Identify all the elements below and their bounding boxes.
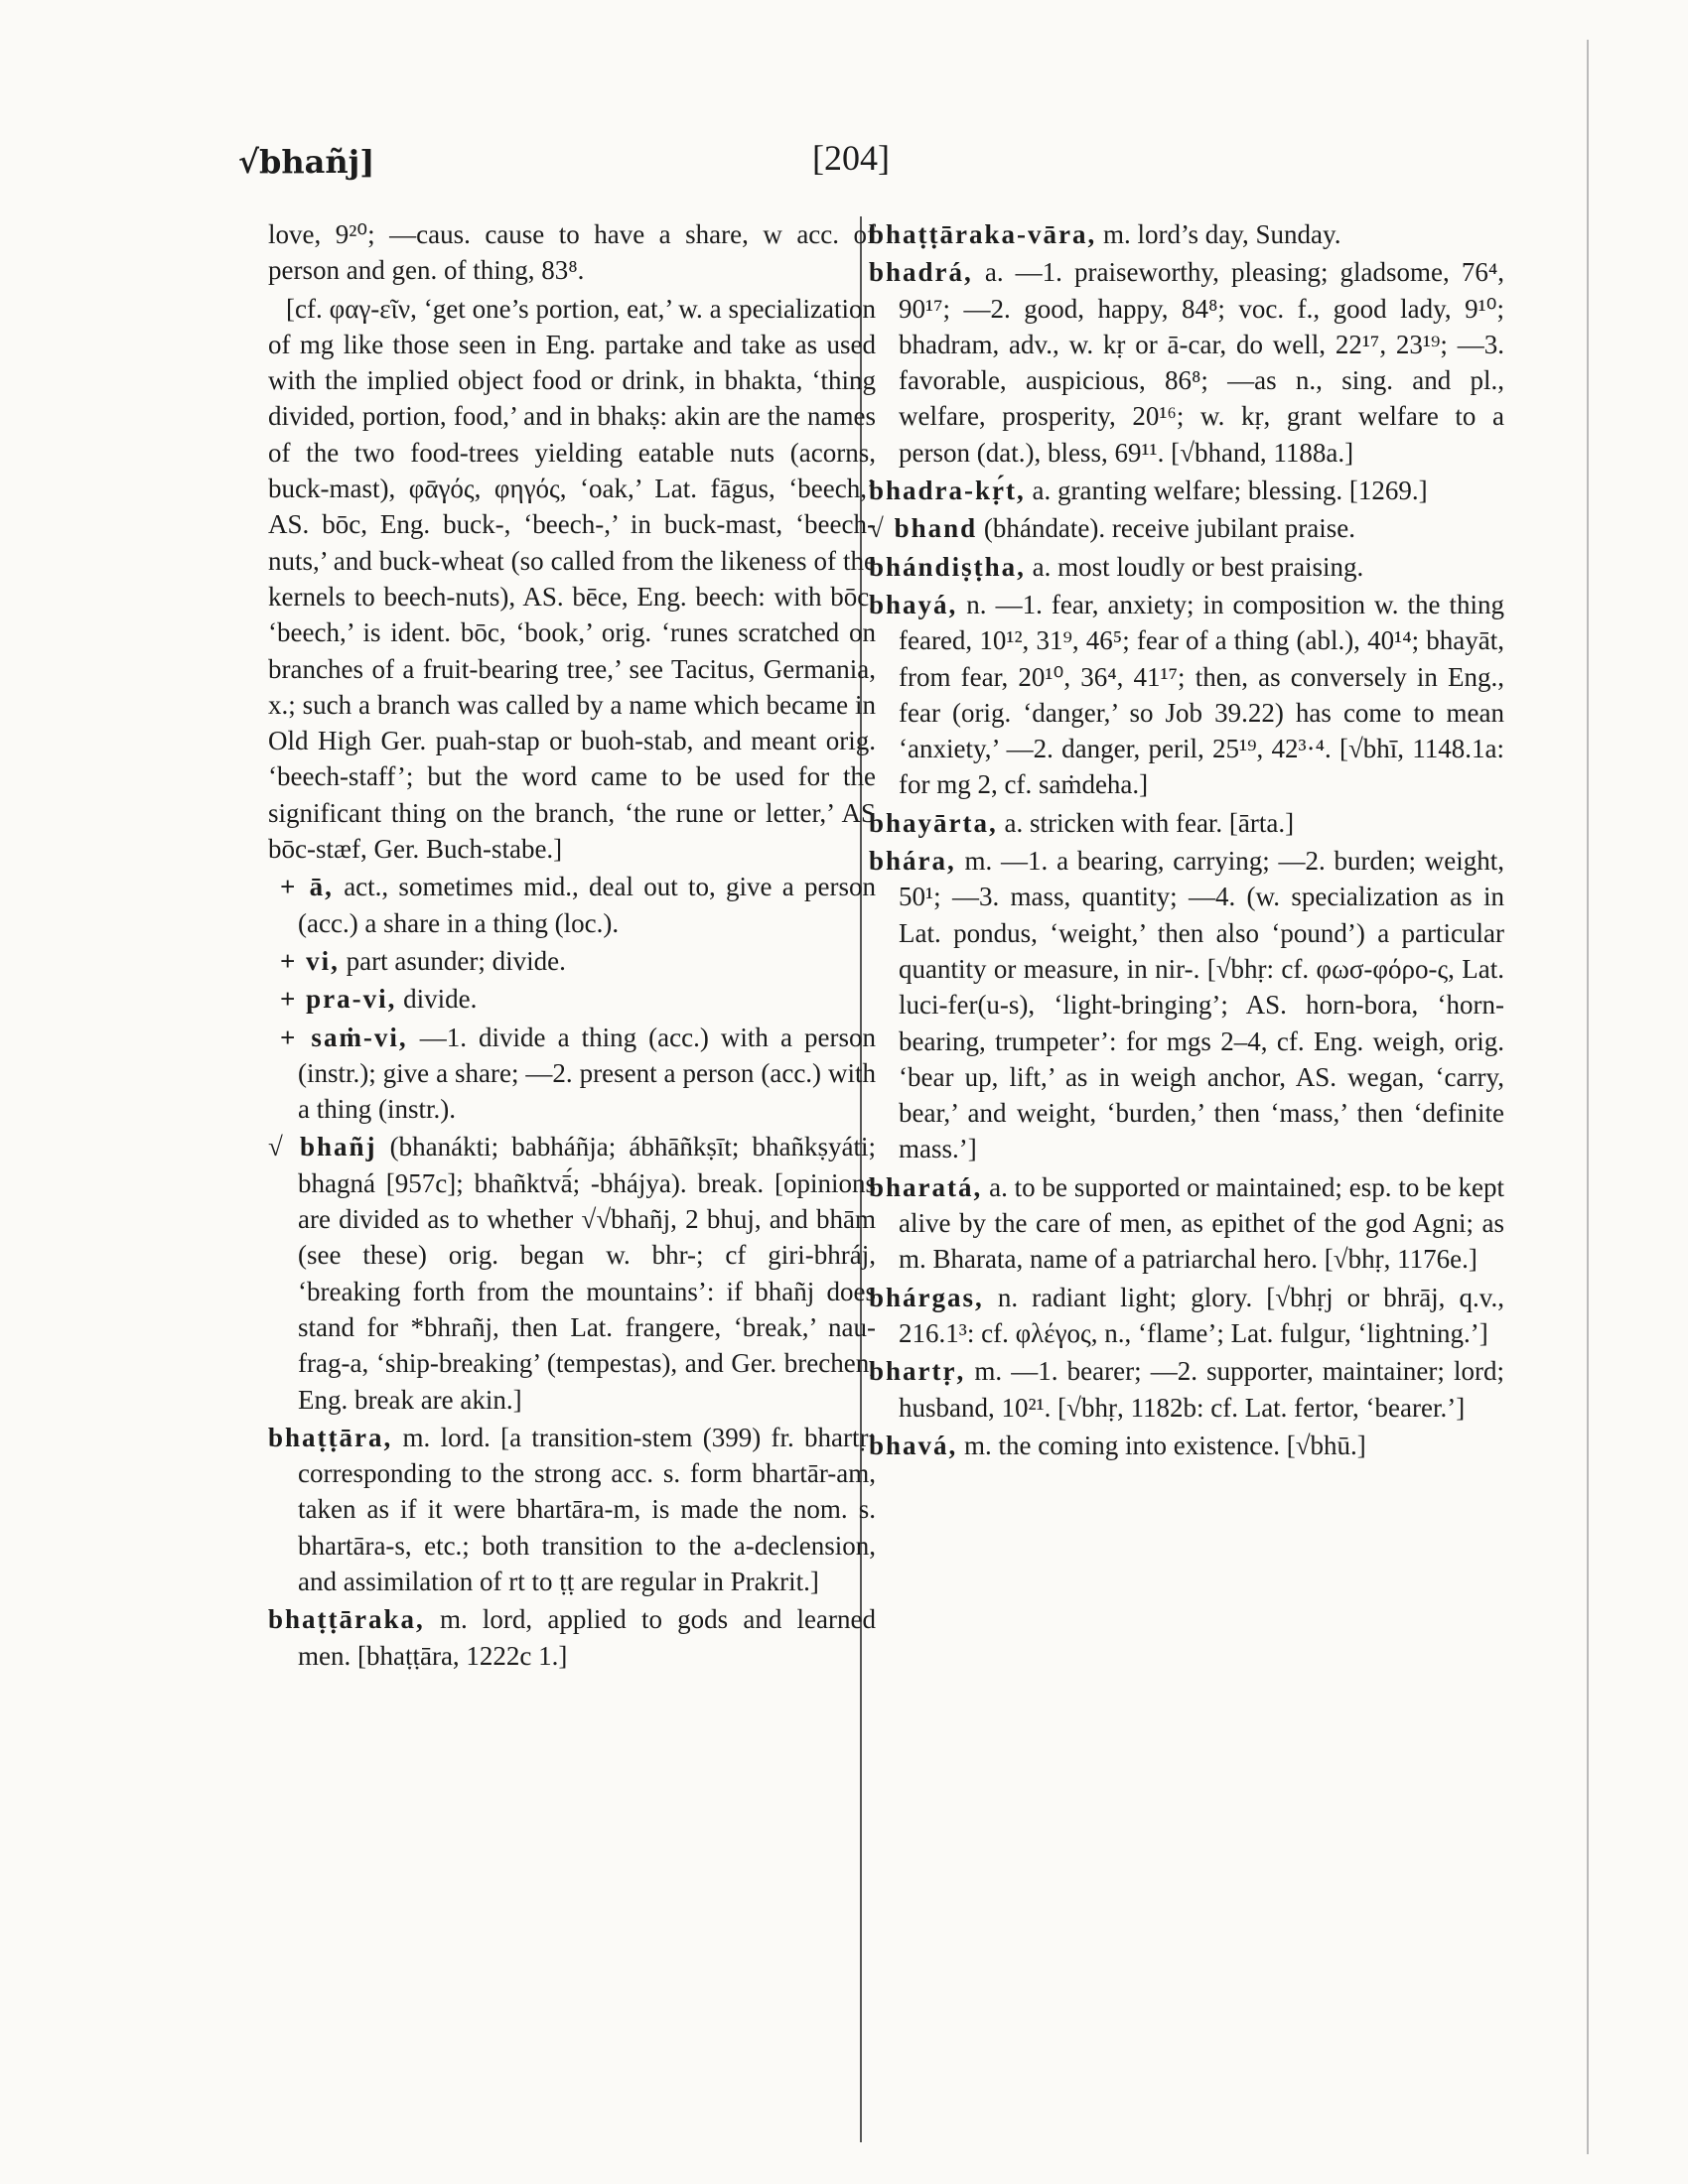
dictionary-entry [869,1353,1504,1426]
subentry-head: + vi, [280,945,340,976]
dictionary-entry [869,843,1504,1167]
dictionary-entry [869,473,1504,508]
headword: bhavá, [869,1430,958,1460]
headword: √ bhand [869,513,978,544]
definition: a. most loudly or best praising. [1025,551,1364,582]
left-column [268,216,876,1676]
subentry-text: —1. divide a thing (acc.) with a person (instr.); give a share; —2. present a person (acc.) with a thing (instr.). [298,1022,876,1125]
dictionary-entry [268,1129,876,1417]
page-number: [204] [812,138,890,178]
subentry-text: part asunder; divide. [339,945,566,976]
headword: bhadra-kṛ́t, [869,476,1026,506]
headword: bhayārta, [869,807,998,838]
dictionary-entry [869,587,1504,803]
headword: bhadrá, [869,257,973,288]
dictionary-entry [869,805,1504,841]
dictionary-entry [869,549,1504,585]
dictionary-entry [869,1428,1504,1463]
guide-word: √bhañj] [238,143,375,181]
headword: bhándiṣṭha, [869,551,1026,582]
headword: √ bhañj [268,1132,377,1162]
dictionary-entry [869,1280,1504,1352]
definition: (bhándate). receive jubilant praise. [977,513,1355,544]
definition: m. the coming into existence. [√bhū.] [957,1430,1366,1460]
subentry-head: + pra-vi, [280,984,397,1015]
subentry-head: + ā, [280,872,334,902]
dictionary-entry [869,510,1504,546]
etymology-note: [cf. φαγ-εῖν, ‘get one’s portion, eat,’ w. a specialization of mg like those seen in Eng. partake and take as used with the implied object food or drink, in bhakta, ‘thing divided, portion, food,’ and in bhakṣ: akin are the names of the two food-trees yielding eatable nuts (acorns, buck-mast), φᾱγός, φηγός, ‘oak,’ Lat. fāgus, ‘beech,’ AS. bōc, Eng. buck-, ‘beech-,’ in buck-mast, ‘beech-nuts,’ and buck-wheat (so called from the likeness of the kernels to beech-nuts), AS. bēce, Eng. beech: with bōc, ‘beech,’ is ident. bōc, ‘book,’ orig. ‘runes scratched on branches of a fruit-bearing tree,’ see Tacitus, Germania, x.; such a branch was called by a name which became in Old High Ger. puah-stap or buoh-stab, and meant orig. ‘beech-staff’; but the word came to be used for the significant thing on the branch, ‘the rune or letter,’ AS bōc-stæf, Ger. Buch-stabe.] [268,293,876,865]
headword: bhayá, [869,589,958,619]
headword: bharatá, [869,1171,983,1202]
scan-margin-line [1587,40,1589,2154]
subentry-text: divide. [396,984,478,1015]
definition: m. lord. [a transition-stem (399) fr. bhartṛ: corresponding to the strong acc. s. form bhartār-am, taken as if it were bhartāra-m, is made the nom. s. bhartāra-s, etc.; both transition to the a-declension, and assimilation of rt to ṭṭ are regular in Prakrit.] [298,1422,876,1596]
definition: (bhanákti; babháñja; ábhāñkṣīt; bhañkṣyáti; bhagná [957c]; bhañktvā́; -bhájya). break. [opinions are divided as to whether √√bhañj, 2 bhuj, and bhām (see these) orig. began w. bhr-; cf giri-bhráj, ‘breaking forth from the mountains’: if bhañj does stand for *bhrañj, then Lat. frangere, ‘break,’ nau-frag-a, ‘ship-breaking’ (tempestas), and Ger. brechen, Eng. break are akin.] [298,1132,876,1415]
subentry-text: act., sometimes mid., deal out to, give a person (acc.) a share in a thing (loc.). [298,872,877,938]
definition: m. lord’s day, Sunday. [1096,219,1341,249]
headword: bhaṭṭāra, [268,1422,393,1452]
definition: a. to be supported or maintained; esp. to be kept alive by the care of men, as epithet of the god Agni; as m. Bharata, name of a patriarchal hero. [√bhṛ, 1176e.] [899,1171,1504,1275]
dictionary-entry [268,1601,876,1674]
definition: a. granting welfare; blessing. [1269.] [1025,476,1428,506]
dictionary-entry [869,1169,1504,1278]
definition: a. stricken with fear. [ārta.] [997,807,1295,838]
subentry-head: + saṁ-vi, [280,1022,408,1052]
entry-continuation: love, 9²⁰; —caus. cause to have a share, w acc. of person and gen. of thing, 83⁸. [268,219,876,286]
subentry [268,1020,876,1128]
headword: bhartṛ, [869,1356,966,1387]
page-header [0,137,1688,197]
dictionary-entry [869,216,1504,252]
definition: n. radiant light; glory. [√bhṛj or bhrāj, q.v., 216.1³: cf. φλέγος, n., ‘flame’; Lat. fulgur, ‘lightning.’] [899,1282,1504,1348]
right-column [869,216,1504,1465]
dictionary-entry [268,1420,876,1599]
headword: bhárgas, [869,1282,984,1312]
headword: bhaṭṭāraka-vāra, [869,219,1097,249]
definition: a. —1. praiseworthy, pleasing; gladsome, 76⁴, 90¹⁷; —2. good, happy, 84⁸; voc. f., good lady, 9¹⁰; bhadram, adv., w. kṛ or ā-car, do well, 22¹⁷, 23¹⁹; —3. favorable, auspicious, 86⁸; —as n., sing. and pl., welfare, prosperity, 20¹⁶; w. kṛ, grant welfare to a person (dat.), bless, 69¹¹. [√bhand, 1188a.] [899,257,1504,468]
definition: m. —1. bearer; —2. supporter, maintainer; lord; husband, 10²¹. [√bhṛ, 1182b: cf. Lat. fertor, ‘bearer.’] [899,1356,1504,1423]
definition: m. —1. a bearing, carrying; —2. burden; weight, 50¹; —3. mass, quantity; —4. (w. specialization as in Lat. pondus, ‘weight,’ then also ‘pound’) a particular quantity or measure, in nir-. [√bhṛ: cf. φωσ-φόρο-ς, Lat. luci-fer(u-s), ‘light-bringing’; AS. horn-bora, ‘horn-bearing, trumpeter’: for mgs 2–4, cf. Eng. weigh, orig. ‘bear up, lift,’ as in weigh anchor, AS. wegan, ‘carry, bear,’ and weight, ‘burden,’ then ‘mass,’ then ‘definite mass.’] [899,846,1504,1164]
definition: n. —1. fear, anxiety; in composition w. the thing feared, 10¹², 31⁹, 46⁵; fear of a thing (abl.), 40¹⁴; bhayāt, from fear, 20¹⁰, 36⁴, 41¹⁷; then, as conversely in Eng., fear (orig. ‘danger,’ so Job 39.22) has come to mean ‘anxiety,’ —2. danger, peril, 25¹⁹, 42³·⁴. [√bhī, 1148.1a: for mg 2, cf. saṁdeha.] [899,589,1504,800]
subentry [268,981,876,1017]
subentry [268,869,876,941]
headword: bhaṭṭāraka, [268,1604,425,1635]
definition: m. lord, applied to gods and learned men. [bhaṭṭāra, 1222c 1.] [298,1604,876,1671]
dictionary-entry [869,254,1504,471]
headword: bhára, [869,846,956,877]
subentry [268,943,876,979]
